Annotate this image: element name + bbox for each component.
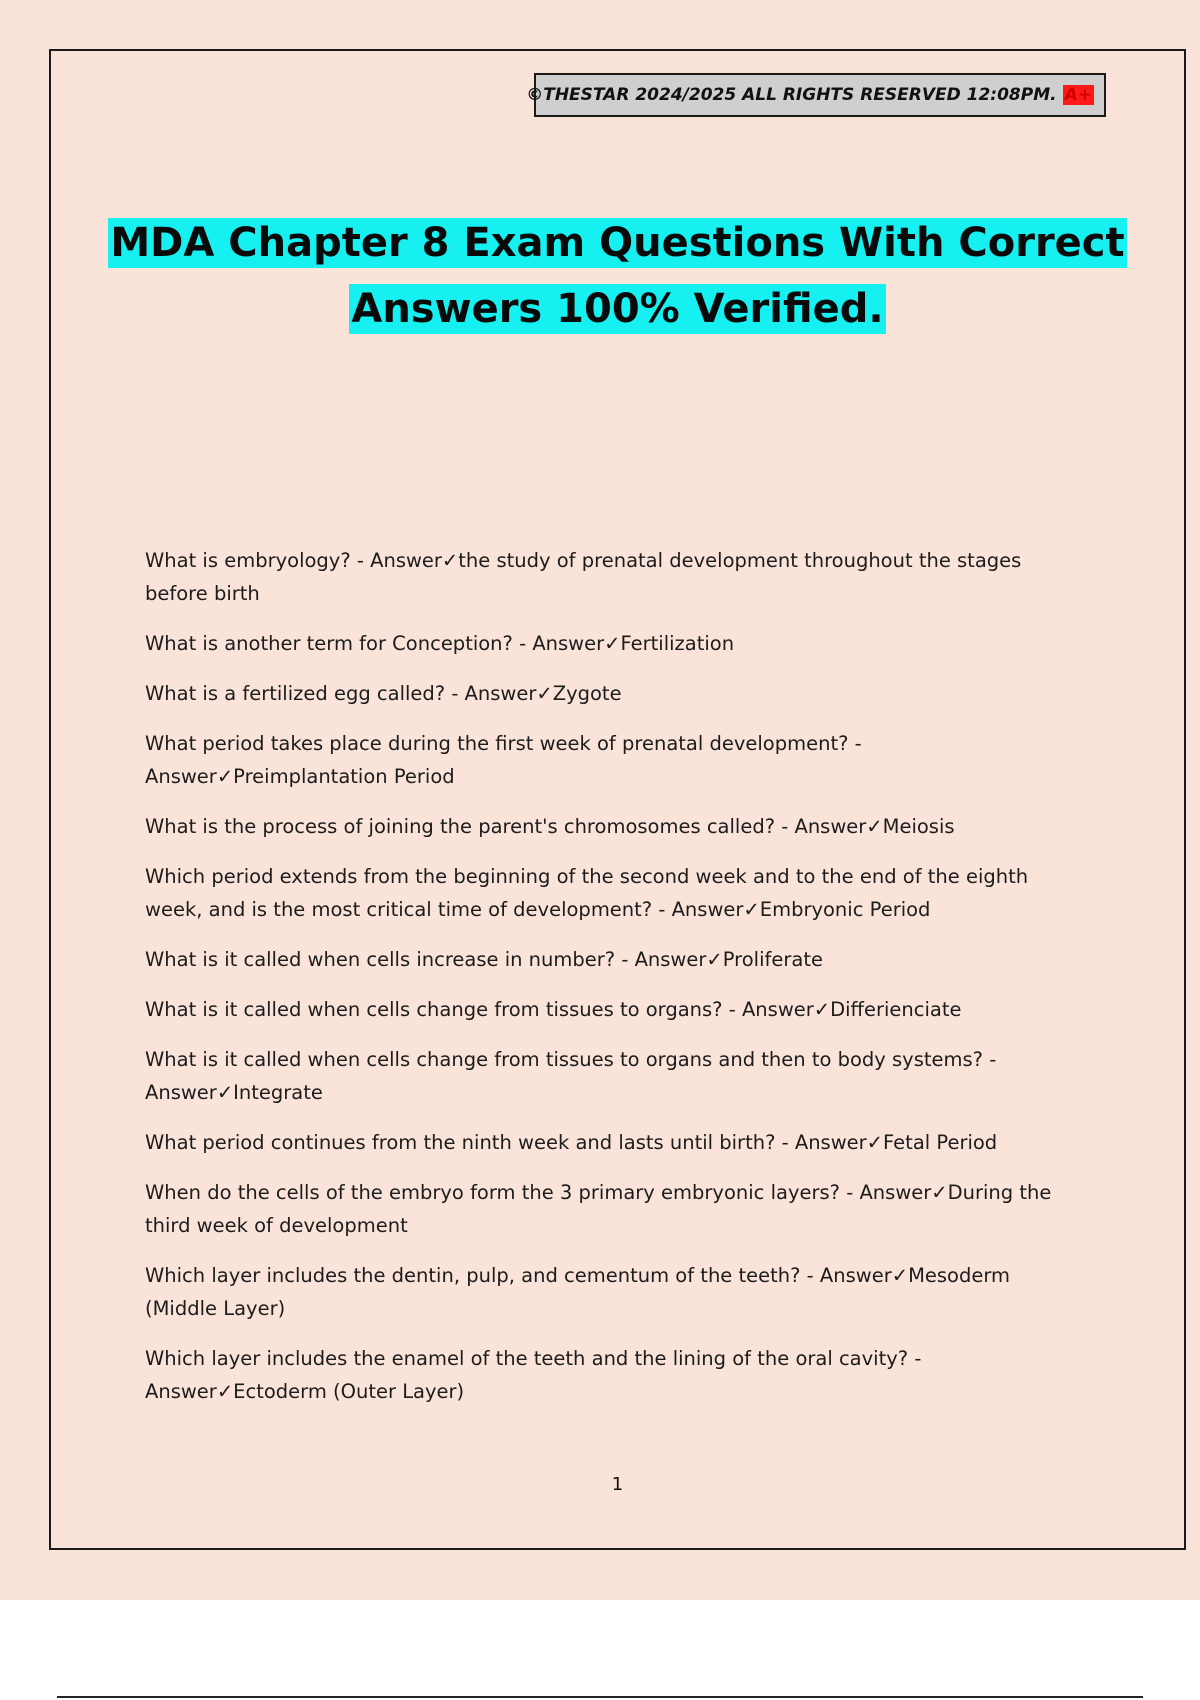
qa-item: What is embryology? - Answer✓the study of prenatal development throughout the stages before birth <box>145 549 1022 605</box>
qa-item: When do the cells of the embryo form the 3 primary embryonic layers? - Answer✓During the third week of development <box>145 1181 1052 1237</box>
qa-item: What is it called when cells change from tissues to organs? - Answer✓Differienciate <box>145 998 962 1021</box>
qa-item: What is another term for Conception? - Answer✓Fertilization <box>145 632 735 655</box>
copyright-text: ©THESTAR 2024/2025 ALL RIGHTS RESERVED 12:08PM. <box>526 85 1057 105</box>
question-answer-list <box>145 544 1075 1425</box>
page-number: 1 <box>611 1474 624 1495</box>
qa-item: Which layer includes the dentin, pulp, and cementum of the teeth? - Answer✓Mesoderm (Middle Layer) <box>145 1264 1011 1320</box>
qa-item: What is a fertilized egg called? - Answer✓Zygote <box>145 682 622 705</box>
document-title <box>60 210 1175 342</box>
qa-item: Which layer includes the enamel of the teeth and the lining of the oral cavity? - Answer✓Ectoderm (Outer Layer) <box>145 1347 922 1403</box>
grade-badge: A+ <box>1064 85 1092 105</box>
title-line-2: Answers 100% Verified. <box>351 286 884 332</box>
qa-item: What is it called when cells increase in number? - Answer✓Proliferate <box>145 948 823 971</box>
qa-item: What period takes place during the first week of prenatal development? - Answer✓Preimplantation Period <box>145 732 862 788</box>
title-line-1: MDA Chapter 8 Exam Questions With Correct <box>110 220 1125 266</box>
copyright-banner <box>526 73 1106 117</box>
qa-item: What period continues from the ninth week and lasts until birth? - Answer✓Fetal Period <box>145 1131 998 1154</box>
qa-item: Which period extends from the beginning of the second week and to the end of the eighth week, and is the most critical time of development? - Answer✓Embryonic Period <box>145 865 1029 921</box>
next-page-divider <box>57 1696 1143 1698</box>
qa-item: What is it called when cells change from tissues to organs and then to body systems? - Answer✓Integrate <box>145 1048 997 1104</box>
qa-item: What is the process of joining the parent's chromosomes called? - Answer✓Meiosis <box>145 815 955 838</box>
